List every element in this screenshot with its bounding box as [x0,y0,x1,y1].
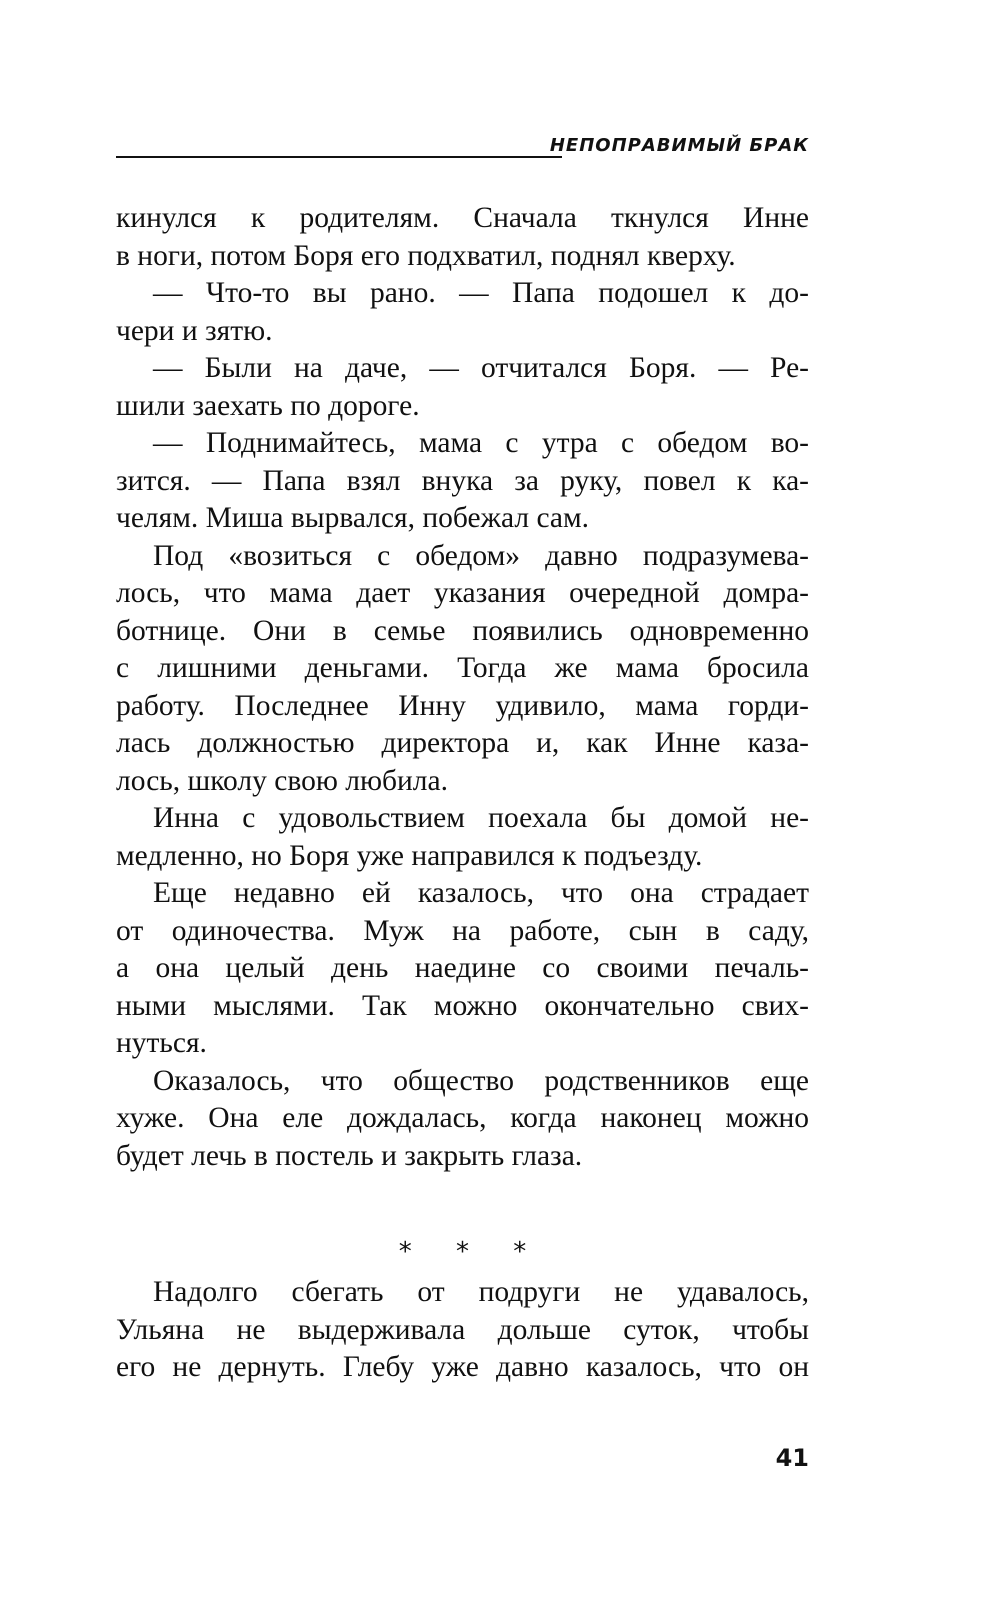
text-line: а она целый день наедине со своими печаль- [116,952,809,984]
text-line: ными мыслями. Так можно окончательно свих- [116,989,809,1022]
text-line: — Поднимайтесь, мама с утра с обедом во- [153,427,809,459]
text-line: — Что-то вы рано. — Папа подошел к до- [153,277,809,309]
text-line: — Были на даче, — отчитался Боря. — Ре- [153,352,809,384]
running-header [116,130,809,162]
text-line: работу. Последнее Инну удивило, мама горди- [116,689,809,722]
text-line: нуться. [116,1027,207,1059]
text-line: его не дернуть. Глебу уже давно казалось, что он [116,1351,809,1383]
text-line: чери и зятю. [116,314,273,347]
text-line: кинулся к родителям. Сначала ткнулся Инне [116,202,809,234]
text-line: лось, что мама дает указания очередной домра- [116,577,809,609]
text-line: Под «возиться с обедом» давно подразумева- [153,539,809,572]
text-line: лась должностью директора и, как Инне каза- [116,727,809,759]
main-text [116,200,809,1175]
text-line: хуже. Она еле дождалась, когда наконец можно [116,1102,809,1134]
header-rule [116,156,562,158]
running-header-title: НЕПОПРАВИМЫЙ БРАК [549,135,809,156]
section-separator: * * * [398,1237,545,1267]
text-line: Еще недавно ей казалось, что она страдает [153,877,809,909]
text-line: Ульяна не выдерживала дольше суток, чтобы [116,1313,809,1346]
text-line: шили заехать по дороге. [116,389,420,422]
page-number: 41 [775,1444,809,1472]
text-line: с лишними деньгами. Тогда же мама бросила [116,652,809,684]
text-line: лось, школу свою любила. [116,764,448,797]
text-line: в ноги, потом Боря его подхватил, поднял кверху. [116,239,736,272]
text-line: Надолго сбегать от подруги не удавалось, [153,1276,809,1308]
section-text [116,1274,809,1387]
text-line: зится. — Папа взял внука за руку, повел к ка- [116,464,809,497]
text-line: ботнице. Они в семье появились одновременно [116,614,809,647]
text-line: медленно, но Боря уже направился к подъезду. [116,839,703,872]
text-line: от одиночества. Муж на работе, сын в саду, [116,914,809,947]
text-line: челям. Миша вырвался, побежал сам. [116,502,590,534]
text-line: Инна с удовольствием поехала бы домой не- [153,802,809,834]
text-line: будет лечь в постель и закрыть глаза. [116,1139,583,1172]
text-line: Оказалось, что общество родственников еще [153,1064,809,1097]
